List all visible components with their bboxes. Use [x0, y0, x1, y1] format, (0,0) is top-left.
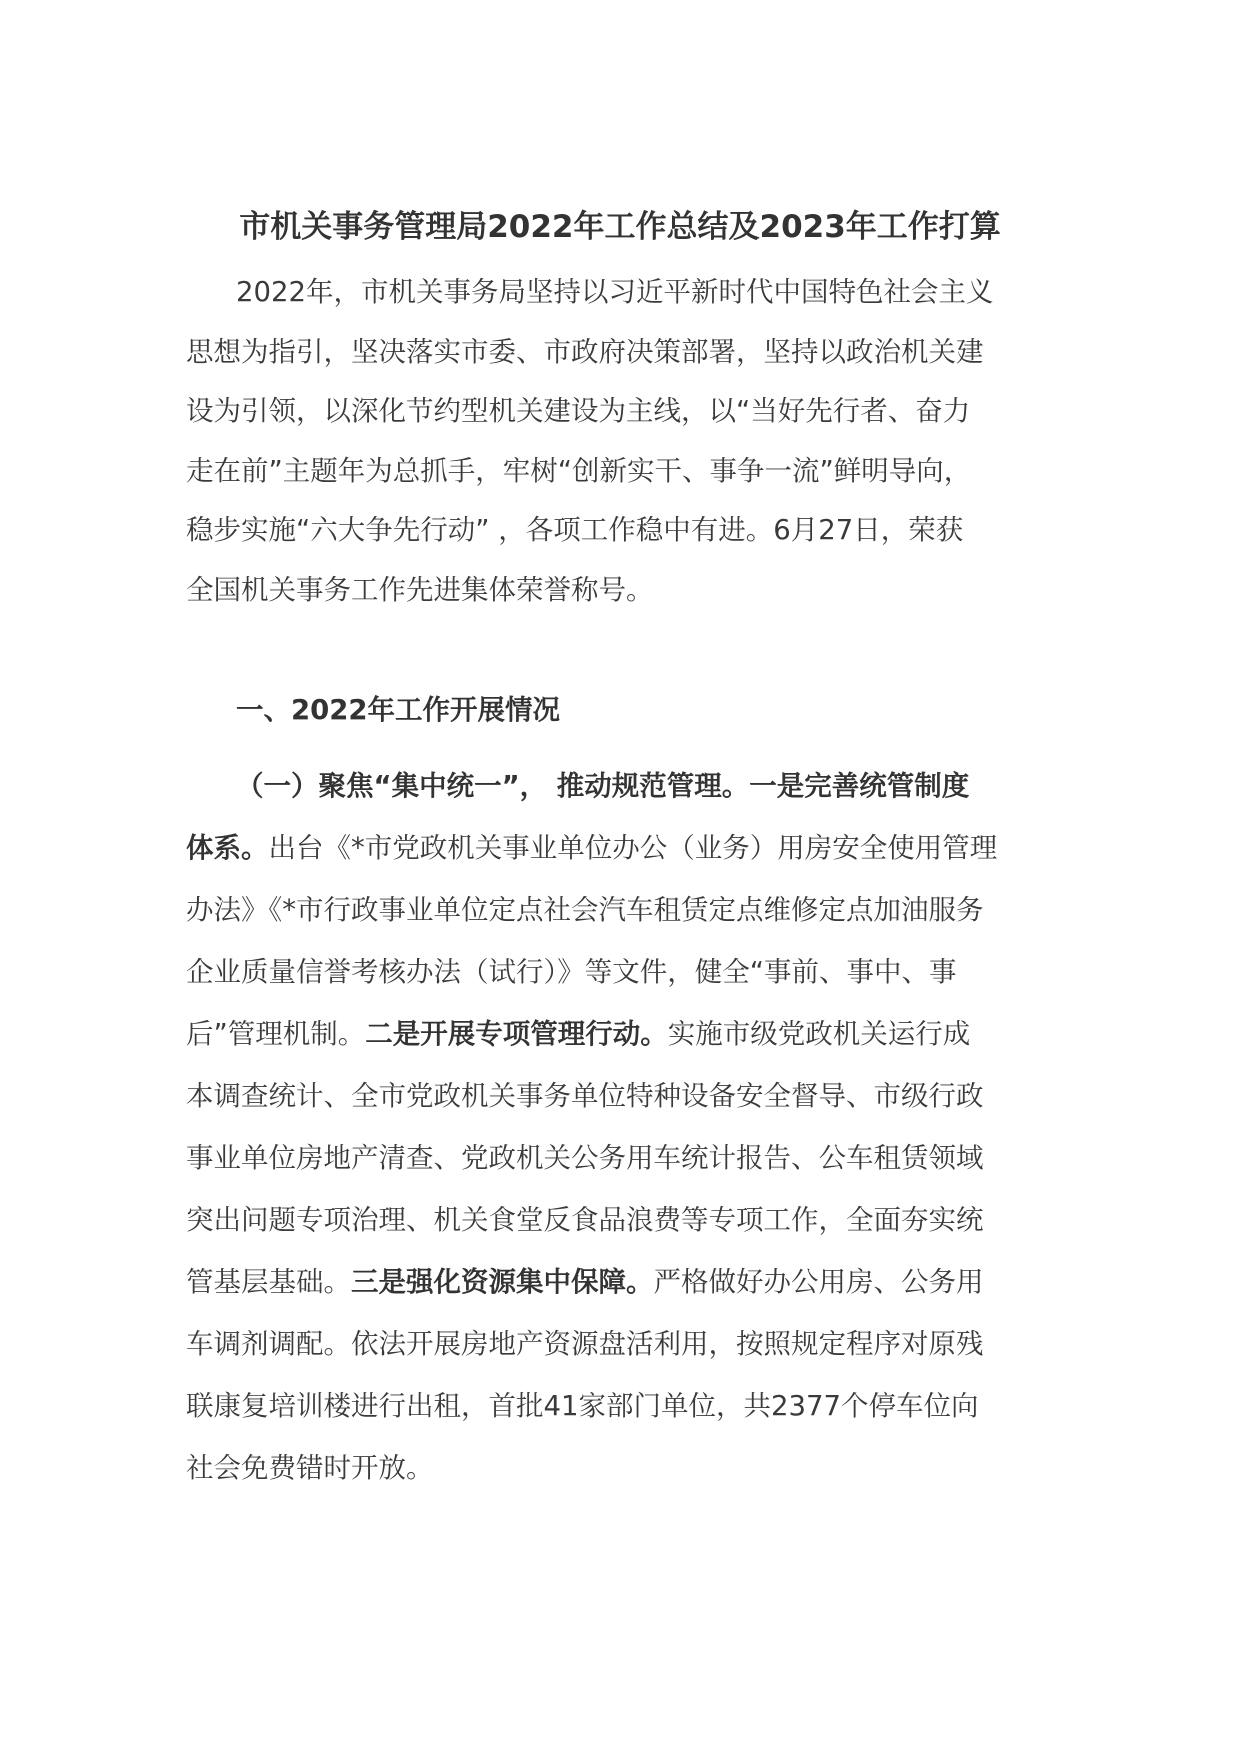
text-run: 出台《*市党政机关事业单位办公（业务）用房安全使用管理 [268, 832, 998, 864]
bold-phrase: 三是强化资源集中保障。 [351, 1266, 654, 1298]
subsection-1-line-9 [186, 1262, 984, 1302]
text-run: 实施市级党政机关运行成 [667, 1018, 971, 1050]
intro-line-6: 全国机关事务工作先进集体荣誉称号。 [186, 574, 654, 606]
subsection-1-line-7: 事业单位房地产清查、党政机关公务用车统计报告、公车租赁领域 [186, 1142, 984, 1174]
text-run: 严格做好办公用房、公务用 [653, 1266, 984, 1298]
subsection-1-line-12: 社会免费错时开放。 [186, 1452, 434, 1484]
intro-line-1: 2022年，市机关事务局坚持以习近平新时代中国特色社会主义 [236, 276, 994, 308]
intro-line-5: 稳步实施“六大争先行动” ，各项工作稳中有进。6月27日，荣获 [186, 514, 964, 546]
bold-phrase: 二是开展专项管理行动。 [365, 1018, 668, 1050]
intro-line-3: 设为引领，以深化节约型机关建设为主线，以“当好先行者、奋力 [186, 395, 971, 427]
bold-phrase: 体系。 [186, 832, 269, 864]
text-run: 后”管理机制。 [186, 1018, 366, 1050]
intro-line-4: 走在前”主题年为总抓手，牢树“创新实干、事争一流”鲜明导向， [186, 455, 972, 487]
subsection-1-line-1: （一）聚焦“集中统一”， 推动规范管理。一是完善统管制度 [236, 770, 970, 802]
subsection-1-line-2 [186, 828, 997, 868]
subsection-1-line-11: 联康复培训楼进行出租，首批41家部门单位，共2377个停车位向 [186, 1390, 979, 1422]
section-heading: 一、2022年工作开展情况 [236, 694, 561, 726]
subsection-1-line-5 [186, 1014, 970, 1054]
subsection-1-line-6: 本调查统计、全市党政机关事务单位特种设备安全督导、市级行政 [186, 1080, 984, 1112]
subsection-1-line-10: 车调剂调配。依法开展房地产资源盘活利用，按照规定程序对原残 [186, 1328, 984, 1360]
intro-line-2: 思想为指引，坚决落实市委、市政府决策部署，坚持以政治机关建 [186, 336, 984, 368]
subsection-1-line-3: 办法》《*市行政事业单位定点社会汽车租赁定点维修定点加油服务 [186, 894, 984, 926]
document-title: 市机关事务管理局2022年工作总结及2023年工作打算 [239, 209, 1001, 245]
subsection-1-line-8: 突出问题专项治理、机关食堂反食品浪费等专项工作，全面夯实统 [186, 1204, 984, 1236]
text-run: 管基层基础。 [186, 1266, 351, 1298]
subsection-1-line-4: 企业质量信誉考核办法（试行）》等文件，健全“事前、事中、事 [186, 956, 957, 988]
